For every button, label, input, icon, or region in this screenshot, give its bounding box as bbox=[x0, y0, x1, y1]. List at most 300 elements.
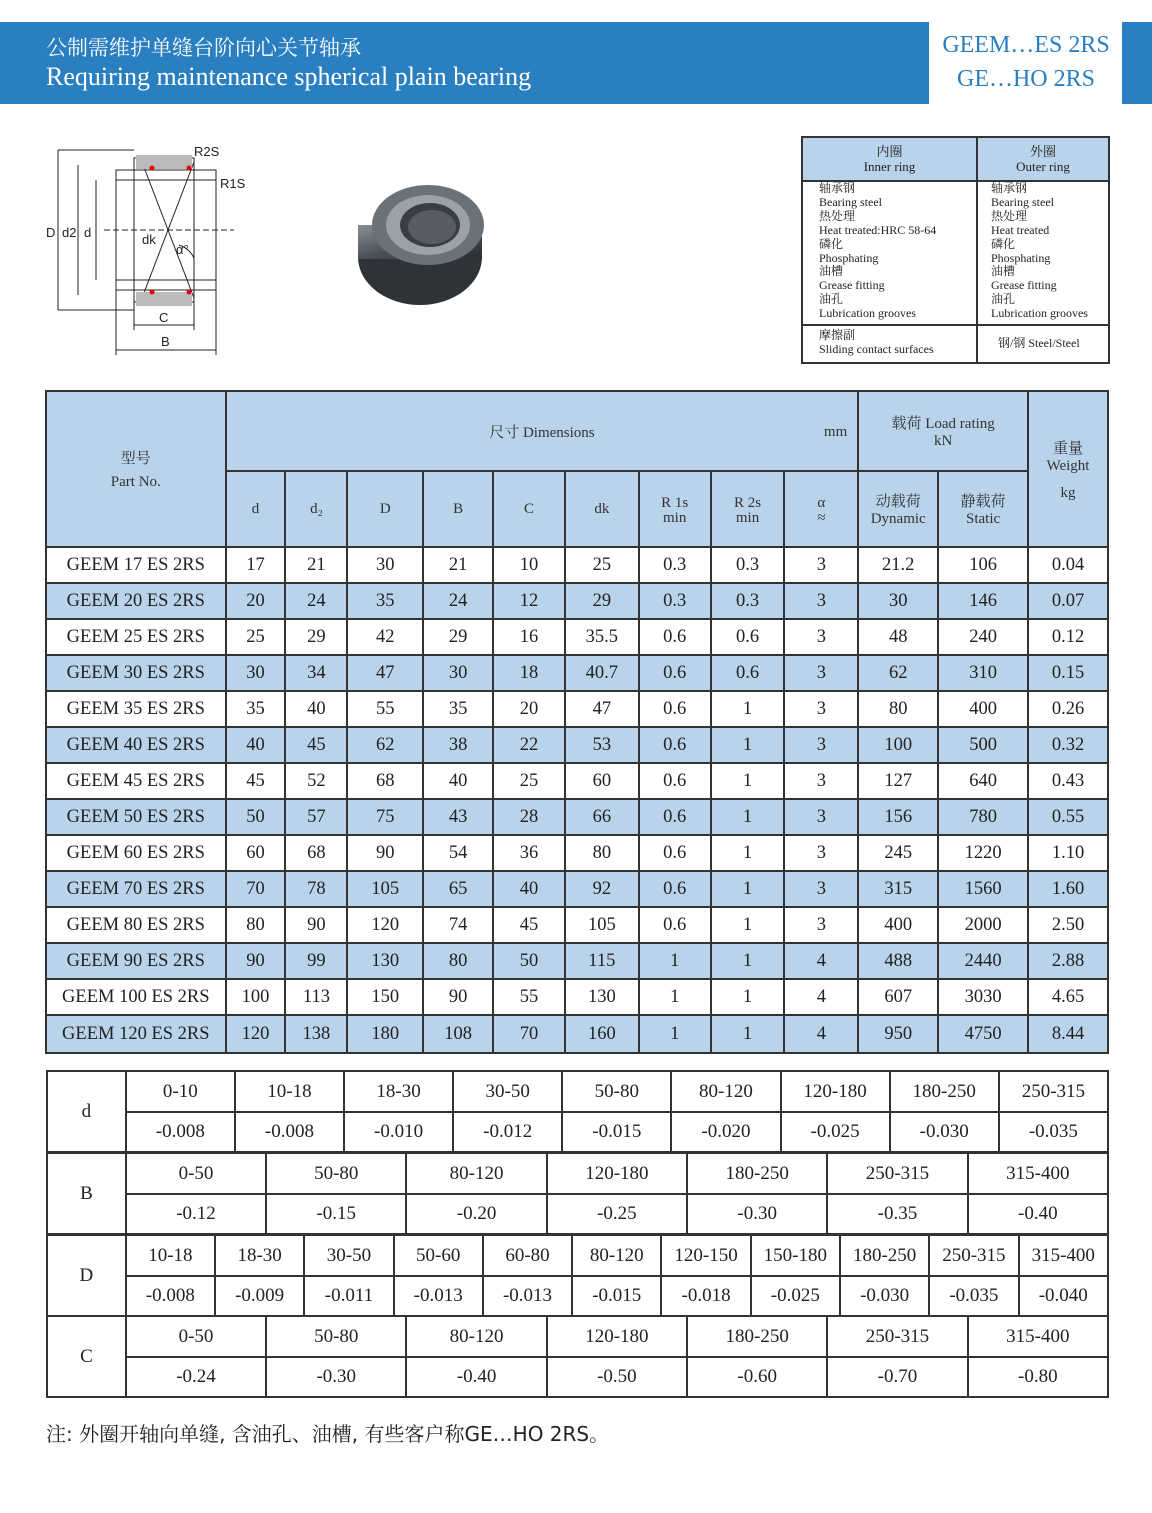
part-number-cell: GEEM 70 ES 2RS bbox=[46, 871, 226, 907]
value-cell: 0.6 bbox=[639, 799, 711, 835]
tolerance-value: -0.008 bbox=[126, 1276, 215, 1316]
tolerance-value-row bbox=[47, 1276, 1108, 1316]
col-d2: d₂ bbox=[285, 471, 347, 547]
inner-ring-en: Inner ring bbox=[863, 159, 916, 174]
value-cell: 1.60 bbox=[1028, 871, 1108, 907]
tolerance-range: 250-315 bbox=[999, 1071, 1108, 1112]
value-cell: 160 bbox=[565, 1015, 639, 1053]
spec-line: Lubrication grooves bbox=[991, 306, 1088, 321]
tolerance-value: -0.20 bbox=[406, 1194, 546, 1234]
value-cell: 1 bbox=[639, 1015, 711, 1053]
value-cell: 1 bbox=[711, 871, 785, 907]
value-cell: 1560 bbox=[938, 871, 1028, 907]
value-cell: 50 bbox=[226, 799, 286, 835]
value-cell: 30 bbox=[858, 583, 938, 619]
value-cell: 105 bbox=[347, 871, 423, 907]
label-d: d bbox=[84, 225, 92, 240]
value-cell: 24 bbox=[285, 583, 347, 619]
static-cn: 静载荷 bbox=[960, 494, 1006, 510]
part-number-cell: GEEM 45 ES 2RS bbox=[46, 763, 226, 799]
value-cell: 92 bbox=[565, 871, 639, 907]
load-rating-header bbox=[858, 391, 1028, 471]
tolerance-value-row bbox=[47, 1194, 1108, 1234]
value-cell: 43 bbox=[423, 799, 493, 835]
value-cell: 25 bbox=[226, 619, 286, 655]
spec-line: Grease fitting bbox=[991, 278, 1057, 293]
outer-ring-header bbox=[978, 138, 1108, 180]
value-cell: 0.6 bbox=[639, 655, 711, 691]
value-cell: 240 bbox=[938, 619, 1028, 655]
value-cell: 21.2 bbox=[858, 547, 938, 583]
value-cell: 22 bbox=[493, 727, 565, 763]
value-cell: 4 bbox=[784, 943, 858, 979]
tolerance-range: 250-315 bbox=[827, 1153, 967, 1194]
inner-ring-cn: 内圈 bbox=[876, 144, 903, 159]
tolerance-value-row bbox=[47, 1357, 1108, 1397]
tolerance-value-row bbox=[47, 1112, 1108, 1152]
inner-ring-header bbox=[803, 138, 976, 180]
value-cell: 47 bbox=[347, 655, 423, 691]
part-no-header bbox=[46, 391, 226, 547]
value-cell: 0.12 bbox=[1028, 619, 1108, 655]
bearing-cross-section-drawing bbox=[44, 140, 269, 362]
value-cell: 21 bbox=[285, 547, 347, 583]
part-number-cell: GEEM 25 ES 2RS bbox=[46, 619, 226, 655]
tolerance-range: 50-60 bbox=[394, 1235, 483, 1276]
r2s-label: R 2s bbox=[733, 494, 762, 511]
value-cell: 40 bbox=[285, 691, 347, 727]
tolerance-range: 0-50 bbox=[126, 1316, 266, 1357]
tolerance-value: -0.12 bbox=[126, 1194, 266, 1234]
spec-line: Heat treated bbox=[991, 222, 1050, 237]
value-cell: 3 bbox=[784, 691, 858, 727]
r1s-label: R 1s bbox=[661, 494, 689, 511]
label-D: D bbox=[46, 225, 56, 240]
tolerance-range: 120-180 bbox=[547, 1316, 687, 1357]
tolerance-value: -0.008 bbox=[126, 1112, 235, 1152]
tolerance-range: 80-120 bbox=[406, 1153, 546, 1194]
spec-line: 轴承钢 bbox=[819, 181, 856, 195]
value-cell: 0.3 bbox=[711, 547, 785, 583]
value-cell: 55 bbox=[347, 691, 423, 727]
tolerance-range: 80-120 bbox=[572, 1235, 661, 1276]
value-cell: 120 bbox=[347, 907, 423, 943]
value-cell: 0.55 bbox=[1028, 799, 1108, 835]
value-cell: 40 bbox=[423, 763, 493, 799]
value-cell: 53 bbox=[565, 727, 639, 763]
value-cell: 90 bbox=[347, 835, 423, 871]
bearing-product-photo bbox=[348, 175, 496, 310]
tolerance-range-row bbox=[47, 1235, 1108, 1276]
value-cell: 3 bbox=[784, 763, 858, 799]
sliding-surfaces-value: 钢/钢 Steel/Steel bbox=[998, 336, 1080, 350]
value-cell: 310 bbox=[938, 655, 1028, 691]
value-cell: 0.07 bbox=[1028, 583, 1108, 619]
tolerance-range: 80-120 bbox=[671, 1071, 780, 1112]
value-cell: 4.65 bbox=[1028, 979, 1108, 1015]
value-cell: 0.32 bbox=[1028, 727, 1108, 763]
value-cell: 60 bbox=[226, 835, 286, 871]
part-number-cell: GEEM 40 ES 2RS bbox=[46, 727, 226, 763]
tolerance-range: 18-30 bbox=[344, 1071, 453, 1112]
value-cell: 3 bbox=[784, 835, 858, 871]
value-cell: 36 bbox=[493, 835, 565, 871]
spec-line: Lubrication grooves bbox=[819, 306, 916, 321]
value-cell: 0.6 bbox=[711, 655, 785, 691]
tolerance-range: 180-250 bbox=[687, 1316, 827, 1357]
tolerance-label: B bbox=[47, 1153, 126, 1234]
part-number-cell: GEEM 100 ES 2RS bbox=[46, 979, 226, 1015]
r2s-min: min bbox=[735, 509, 760, 526]
tolerance-range: 10-18 bbox=[235, 1071, 344, 1112]
value-cell: 35 bbox=[423, 691, 493, 727]
value-cell: 0.6 bbox=[639, 835, 711, 871]
value-cell: 607 bbox=[858, 979, 938, 1015]
value-cell: 130 bbox=[347, 943, 423, 979]
value-cell: 3 bbox=[784, 655, 858, 691]
value-cell: 35 bbox=[347, 583, 423, 619]
value-cell: 0.6 bbox=[711, 619, 785, 655]
value-cell: 29 bbox=[285, 619, 347, 655]
series-code-1: GEEM…ES 2RS bbox=[942, 32, 1110, 58]
tolerance-range: 120-180 bbox=[781, 1071, 890, 1112]
spec-line: Phosphating bbox=[991, 250, 1051, 265]
value-cell: 3 bbox=[784, 619, 858, 655]
value-cell: 950 bbox=[858, 1015, 938, 1053]
tolerance-range: 50-80 bbox=[266, 1153, 406, 1194]
value-cell: 62 bbox=[858, 655, 938, 691]
value-cell: 146 bbox=[938, 583, 1028, 619]
value-cell: 100 bbox=[226, 979, 286, 1015]
part-no-cn: 型号 bbox=[120, 451, 151, 467]
tolerance-value: -0.025 bbox=[751, 1276, 840, 1316]
sliding-en: Sliding contact surfaces bbox=[819, 342, 934, 356]
outer-ring-en: Outer ring bbox=[1016, 159, 1070, 174]
value-cell: 80 bbox=[423, 943, 493, 979]
dynamic-cn: 动载荷 bbox=[875, 494, 921, 510]
value-cell: 3 bbox=[784, 547, 858, 583]
value-cell: 113 bbox=[285, 979, 347, 1015]
value-cell: 68 bbox=[285, 835, 347, 871]
part-number-cell: GEEM 50 ES 2RS bbox=[46, 799, 226, 835]
value-cell: 90 bbox=[423, 979, 493, 1015]
spec-line: Phosphating bbox=[819, 250, 879, 265]
tolerance-value: -0.040 bbox=[1019, 1276, 1108, 1316]
label-d2: d2 bbox=[62, 225, 77, 240]
value-cell: 0.6 bbox=[639, 871, 711, 907]
value-cell: 500 bbox=[938, 727, 1028, 763]
table-row bbox=[46, 943, 1108, 979]
tolerance-value: -0.025 bbox=[781, 1112, 890, 1152]
table-row bbox=[46, 799, 1108, 835]
part-number-cell: GEEM 35 ES 2RS bbox=[46, 691, 226, 727]
value-cell: 8.44 bbox=[1028, 1015, 1108, 1053]
value-cell: 60 bbox=[565, 763, 639, 799]
value-cell: 30 bbox=[226, 655, 286, 691]
value-cell: 90 bbox=[226, 943, 286, 979]
value-cell: 106 bbox=[938, 547, 1028, 583]
value-cell: 1 bbox=[711, 943, 785, 979]
tolerance-value: -0.010 bbox=[344, 1112, 453, 1152]
value-cell: 488 bbox=[858, 943, 938, 979]
dimensions-table bbox=[45, 390, 1109, 1054]
title-chinese: 公制需维护单缝台阶向心关节轴承 bbox=[46, 36, 361, 60]
tolerance-range: 50-80 bbox=[266, 1316, 406, 1357]
table-row bbox=[46, 547, 1108, 583]
load-rating-label: 载荷 Load rating bbox=[891, 416, 995, 432]
tolerance-value: -0.24 bbox=[126, 1357, 266, 1397]
tolerance-range: 120-180 bbox=[547, 1153, 687, 1194]
tolerance-value: -0.018 bbox=[661, 1276, 750, 1316]
value-cell: 2.88 bbox=[1028, 943, 1108, 979]
tolerance-value: -0.020 bbox=[671, 1112, 780, 1152]
spec-line: Bearing steel bbox=[991, 194, 1054, 209]
col-r1s bbox=[639, 471, 711, 547]
tolerance-value: -0.012 bbox=[453, 1112, 562, 1152]
spec-line: Bearing steel bbox=[819, 194, 882, 209]
tolerance-range: 10-18 bbox=[126, 1235, 215, 1276]
weight-cn: 重量 bbox=[1052, 440, 1083, 457]
alpha-approx: ≈ bbox=[817, 509, 826, 526]
value-cell: 640 bbox=[938, 763, 1028, 799]
table-row bbox=[46, 871, 1108, 907]
tolerance-range: 120-150 bbox=[661, 1235, 750, 1276]
value-cell: 45 bbox=[285, 727, 347, 763]
value-cell: 0.6 bbox=[639, 763, 711, 799]
value-cell: 90 bbox=[285, 907, 347, 943]
footnote: 注: 外圈开轴向单缝, 含油孔、油槽, 有些客户称GE…HO 2RS。 bbox=[46, 1422, 610, 1446]
value-cell: 130 bbox=[565, 979, 639, 1015]
label-B: B bbox=[161, 334, 170, 349]
tolerance-value: -0.40 bbox=[968, 1194, 1108, 1234]
value-cell: 24 bbox=[423, 583, 493, 619]
table-row bbox=[46, 979, 1108, 1015]
value-cell: 2440 bbox=[938, 943, 1028, 979]
spec-line: 轴承钢 bbox=[991, 181, 1028, 195]
value-cell: 3 bbox=[784, 907, 858, 943]
value-cell: 47 bbox=[565, 691, 639, 727]
value-cell: 2000 bbox=[938, 907, 1028, 943]
tolerance-range: 18-30 bbox=[215, 1235, 304, 1276]
table-row bbox=[46, 763, 1108, 799]
table-row bbox=[46, 835, 1108, 871]
col-D: D bbox=[347, 471, 423, 547]
value-cell: 780 bbox=[938, 799, 1028, 835]
value-cell: 29 bbox=[423, 619, 493, 655]
value-cell: 3 bbox=[784, 727, 858, 763]
tolerance-range: 250-315 bbox=[827, 1316, 967, 1357]
value-cell: 52 bbox=[285, 763, 347, 799]
value-cell: 30 bbox=[347, 547, 423, 583]
value-cell: 4 bbox=[784, 1015, 858, 1053]
value-cell: 70 bbox=[226, 871, 286, 907]
value-cell: 45 bbox=[493, 907, 565, 943]
value-cell: 25 bbox=[493, 763, 565, 799]
header-banner bbox=[0, 22, 1152, 104]
value-cell: 1 bbox=[711, 727, 785, 763]
value-cell: 40.7 bbox=[565, 655, 639, 691]
tolerance-value: -0.30 bbox=[687, 1194, 827, 1234]
tolerance-range: 250-315 bbox=[929, 1235, 1018, 1276]
tolerance-range: 315-400 bbox=[968, 1153, 1108, 1194]
label-dk: dk bbox=[142, 232, 156, 247]
value-cell: 40 bbox=[226, 727, 286, 763]
table-row bbox=[46, 655, 1108, 691]
col-B: B bbox=[423, 471, 493, 547]
value-cell: 0.04 bbox=[1028, 547, 1108, 583]
tolerance-value: -0.013 bbox=[483, 1276, 572, 1316]
tolerance-range: 50-80 bbox=[562, 1071, 671, 1112]
tolerance-value: -0.013 bbox=[394, 1276, 483, 1316]
value-cell: 1 bbox=[711, 691, 785, 727]
sliding-cn: 摩擦副 bbox=[819, 328, 856, 342]
col-d: d bbox=[226, 471, 286, 547]
tolerance-range: 80-120 bbox=[406, 1316, 546, 1357]
value-cell: 1 bbox=[711, 763, 785, 799]
value-cell: 29 bbox=[565, 583, 639, 619]
value-cell: 0.3 bbox=[639, 547, 711, 583]
value-cell: 48 bbox=[858, 619, 938, 655]
value-cell: 0.26 bbox=[1028, 691, 1108, 727]
label-alpha: α° bbox=[176, 242, 189, 257]
spec-line: Grease fitting bbox=[819, 278, 885, 293]
value-cell: 12 bbox=[493, 583, 565, 619]
value-cell: 1 bbox=[639, 943, 711, 979]
tolerance-range: 180-250 bbox=[687, 1153, 827, 1194]
r1s-min: min bbox=[663, 509, 687, 526]
value-cell: 3030 bbox=[938, 979, 1028, 1015]
value-cell: 28 bbox=[493, 799, 565, 835]
value-cell: 50 bbox=[493, 943, 565, 979]
value-cell: 42 bbox=[347, 619, 423, 655]
tolerance-range-row bbox=[47, 1153, 1108, 1194]
col-static bbox=[938, 471, 1028, 547]
value-cell: 16 bbox=[493, 619, 565, 655]
value-cell: 3 bbox=[784, 583, 858, 619]
value-cell: 68 bbox=[347, 763, 423, 799]
tolerance-label: d bbox=[47, 1071, 126, 1152]
value-cell: 156 bbox=[858, 799, 938, 835]
value-cell: 18 bbox=[493, 655, 565, 691]
tolerance-value: -0.40 bbox=[406, 1357, 546, 1397]
value-cell: 80 bbox=[226, 907, 286, 943]
tolerance-range-row bbox=[47, 1071, 1108, 1112]
part-number-cell: GEEM 30 ES 2RS bbox=[46, 655, 226, 691]
title-bar bbox=[0, 22, 929, 104]
tolerance-value: -0.015 bbox=[572, 1276, 661, 1316]
spec-line: 磷化 bbox=[819, 236, 844, 251]
tolerance-value: -0.011 bbox=[304, 1276, 393, 1316]
col-r2s bbox=[711, 471, 785, 547]
value-cell: 245 bbox=[858, 835, 938, 871]
tolerance-table-B bbox=[46, 1152, 1109, 1235]
tolerance-label: C bbox=[47, 1316, 126, 1397]
series-code-2: GE…HO 2RS bbox=[956, 66, 1095, 92]
value-cell: 1220 bbox=[938, 835, 1028, 871]
static-en: Static bbox=[966, 511, 1001, 527]
tolerance-value: -0.035 bbox=[929, 1276, 1018, 1316]
title-english: Requiring maintenance spherical plain bearing bbox=[46, 62, 532, 91]
col-dynamic bbox=[858, 471, 938, 547]
value-cell: 66 bbox=[565, 799, 639, 835]
value-cell: 30 bbox=[423, 655, 493, 691]
col-dk: dk bbox=[565, 471, 639, 547]
value-cell: 62 bbox=[347, 727, 423, 763]
value-cell: 105 bbox=[565, 907, 639, 943]
value-cell: 25 bbox=[565, 547, 639, 583]
tolerance-value: -0.25 bbox=[547, 1194, 687, 1234]
tolerance-value: -0.009 bbox=[215, 1276, 304, 1316]
value-cell: 0.43 bbox=[1028, 763, 1108, 799]
part-number-cell: GEEM 90 ES 2RS bbox=[46, 943, 226, 979]
value-cell: 78 bbox=[285, 871, 347, 907]
value-cell: 80 bbox=[565, 835, 639, 871]
alpha-label: α bbox=[817, 494, 826, 511]
spec-line: 热处理 bbox=[991, 208, 1028, 223]
value-cell: 1.10 bbox=[1028, 835, 1108, 871]
value-cell: 38 bbox=[423, 727, 493, 763]
tolerance-table-D bbox=[46, 1234, 1109, 1317]
table-row bbox=[46, 691, 1108, 727]
value-cell: 127 bbox=[858, 763, 938, 799]
spec-line: 油槽 bbox=[819, 264, 844, 279]
label-r2s: R2S bbox=[194, 144, 220, 159]
weight-header bbox=[1028, 391, 1108, 547]
tolerance-range: 315-400 bbox=[1019, 1235, 1108, 1276]
part-number-cell: GEEM 60 ES 2RS bbox=[46, 835, 226, 871]
value-cell: 115 bbox=[565, 943, 639, 979]
value-cell: 99 bbox=[285, 943, 347, 979]
tolerance-value: -0.015 bbox=[562, 1112, 671, 1152]
value-cell: 0.3 bbox=[639, 583, 711, 619]
part-no-en: Part No. bbox=[110, 474, 161, 490]
table-row bbox=[46, 619, 1108, 655]
sliding-surfaces-label bbox=[819, 328, 934, 356]
series-codes bbox=[932, 22, 1120, 104]
outer-ring-spec bbox=[991, 182, 1088, 321]
value-cell: 35.5 bbox=[565, 619, 639, 655]
value-cell: 1 bbox=[711, 799, 785, 835]
materials-table bbox=[801, 136, 1110, 364]
part-number-cell: GEEM 80 ES 2RS bbox=[46, 907, 226, 943]
tolerance-value: -0.15 bbox=[266, 1194, 406, 1234]
spec-line: 油孔 bbox=[991, 292, 1016, 307]
dimensions-header bbox=[226, 391, 859, 471]
load-rating-unit: kN bbox=[933, 433, 953, 449]
tolerance-value: -0.35 bbox=[827, 1194, 967, 1234]
value-cell: 0.15 bbox=[1028, 655, 1108, 691]
tolerance-value: -0.50 bbox=[547, 1357, 687, 1397]
spec-line: 油槽 bbox=[991, 264, 1016, 279]
value-cell: 138 bbox=[285, 1015, 347, 1053]
tolerance-range-row bbox=[47, 1316, 1108, 1357]
spec-line: Heat treated:HRC 58-64 bbox=[819, 222, 937, 237]
value-cell: 120 bbox=[226, 1015, 286, 1053]
tolerance-value: -0.60 bbox=[687, 1357, 827, 1397]
value-cell: 21 bbox=[423, 547, 493, 583]
label-C: C bbox=[159, 310, 169, 325]
value-cell: 180 bbox=[347, 1015, 423, 1053]
tolerance-table-d bbox=[46, 1070, 1109, 1153]
tolerance-value: -0.030 bbox=[840, 1276, 929, 1316]
spec-line: 油孔 bbox=[819, 292, 844, 307]
part-number-cell: GEEM 20 ES 2RS bbox=[46, 583, 226, 619]
value-cell: 0.6 bbox=[639, 619, 711, 655]
table-row bbox=[46, 583, 1108, 619]
value-cell: 57 bbox=[285, 799, 347, 835]
value-cell: 3 bbox=[784, 799, 858, 835]
value-cell: 100 bbox=[858, 727, 938, 763]
